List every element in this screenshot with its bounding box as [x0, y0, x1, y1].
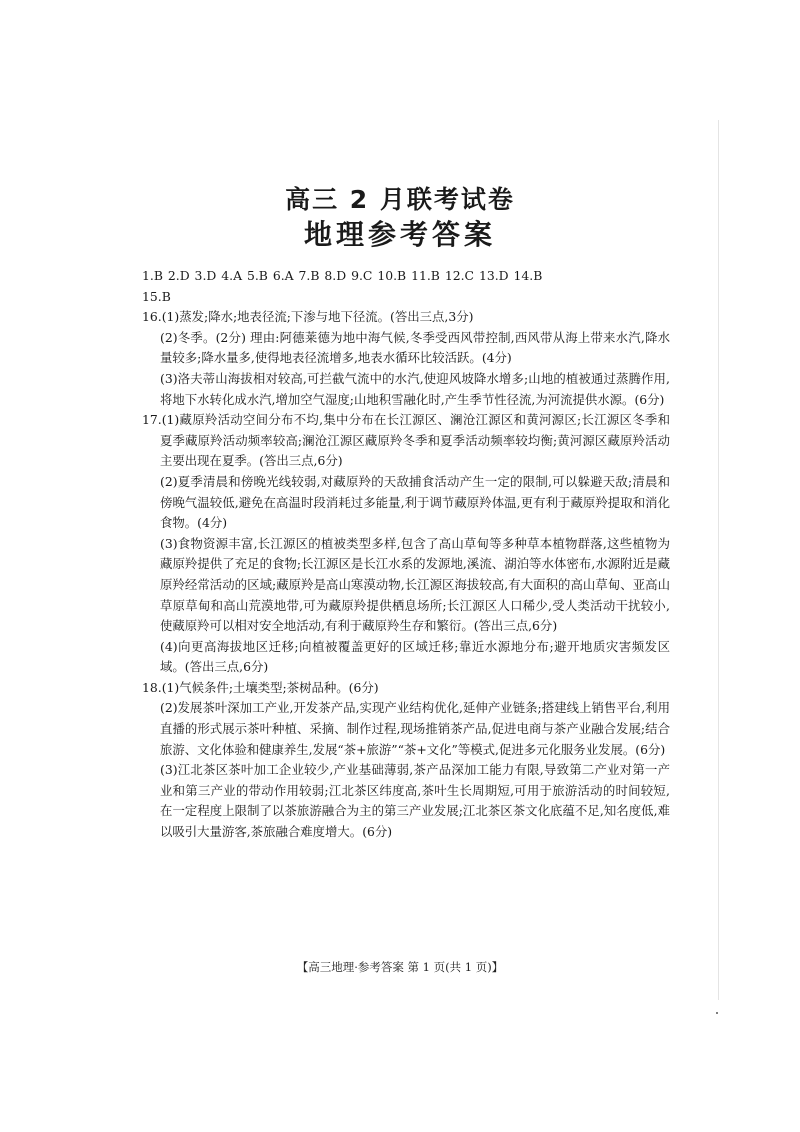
q18-part3: (3)江北茶区茶叶加工企业较少,产业基础薄弱,茶产品深加工能力有限,导致第二产业对第一产业和第三产业的带动作用较弱;江北茶区纬度高,茶叶生长周期短,可用于旅游活动的时间较短,在一定程度上限制了以茶旅游融合为主的第三产业发展;江北茶区茶文化底蕴不足,知名度低,难以吸引大量游客,茶旅融合难度增大。(6分): [160, 762, 670, 840]
q16-part2: (2)冬季。(2分) 理由:阿德莱德为地中海气候,冬季受西风带控制,西风带从海上带来水汽,降水量较多;降水量多,使得地表径流增多,地表水循环比较活跃。(4分): [160, 329, 670, 366]
q17-part4: (4)向更高海拔地区迁移;向植被覆盖更好的区域迁移;靠近水源地分布;避开地质灾害频发区域。(答出三点,6分): [160, 638, 670, 675]
scan-speck: [716, 1012, 718, 1014]
answer-body: [142, 266, 670, 843]
page-footer: 【高三地理·参考答案 第 1 页(共 1 页)】: [296, 960, 504, 974]
q17-part2: (2)夏季清晨和傍晚光线较弱,对藏原羚的天敌捕食活动产生一定的限制,可以躲避天敌;清晨和傍晚气温较低,避免在高温时段消耗过多能量,利于调节藏原羚体温,更有利于藏原羚提取和消化食物。(4分): [160, 473, 670, 531]
q18-part1: 18.(1)气候条件;土壤类型;茶树品种。(6分): [142, 679, 379, 695]
q18-part2: (2)发展茶叶深加工产业,开发茶产品,实现产业结构优化,延伸产业链条;搭建线上销售平台,利用直播的形式展示茶叶种植、采摘、制作过程,现场推销茶产品,促进电商与茶产业融合发展;结合旅游、文化体验和健康养生,发展“茶+旅游”“茶+文化”等模式,促进多元化服务业发展。(6分): [160, 700, 670, 757]
q16-part1: 16.(1)蒸发;降水;地表径流;下渗与地下径流。(答出三点,3分): [142, 309, 474, 325]
q17-part1: 17.(1)藏原羚活动空间分布不均,集中分布在长江源区、澜沧江源区和黄河源区;长江源区冬季和夏季藏原羚活动频率较高;澜沧江源区藏原羚冬季和夏季活动频率较均衡;黄河源区藏原羚活动主要出现在夏季。(答出三点,6分): [142, 412, 670, 469]
mc-answers-line-1: 1.B 2.D 3.D 4.A 5.B 6.A 7.B 8.D 9.C 10.B 11.B 12.C 13.D 14.B: [142, 268, 543, 283]
scan-edge-line: [718, 120, 719, 1000]
exam-title: 高三 2 月联考试卷: [285, 185, 515, 214]
answer-key-title: 地理参考答案: [303, 218, 496, 251]
q16-part3: (3)洛夫蒂山海拔相对较高,可拦截气流中的水汽,使迎风坡降水增多;山地的植被通过蒸腾作用,将地下水转化成水汽,增加空气湿度;山地积雪融化时,产生季节性径流,为河流提供水源。(6分): [160, 370, 670, 407]
mc-answers-line-2: 15.B: [142, 288, 171, 304]
q17-part3: (3)食物资源丰富,长江源区的植被类型多样,包含了高山草甸等多种草本植物群落,这些植物为藏原羚提供了充足的食物;长江源区是长江水系的发源地,溪流、湖泊等水体密布,水源附近是藏原羚经常活动的区域;藏原羚是高山寒漠动物,长江源区海拔较高,有大面积的高山草甸、亚高山草原草甸和高山荒漠地带,可为藏原羚提供栖息场所;长江源区人口稀少,受人类活动干扰较小,使藏原羚可以相对安全地活动,有利于藏原羚生存和繁衍。(答出三点,6分): [160, 535, 670, 634]
